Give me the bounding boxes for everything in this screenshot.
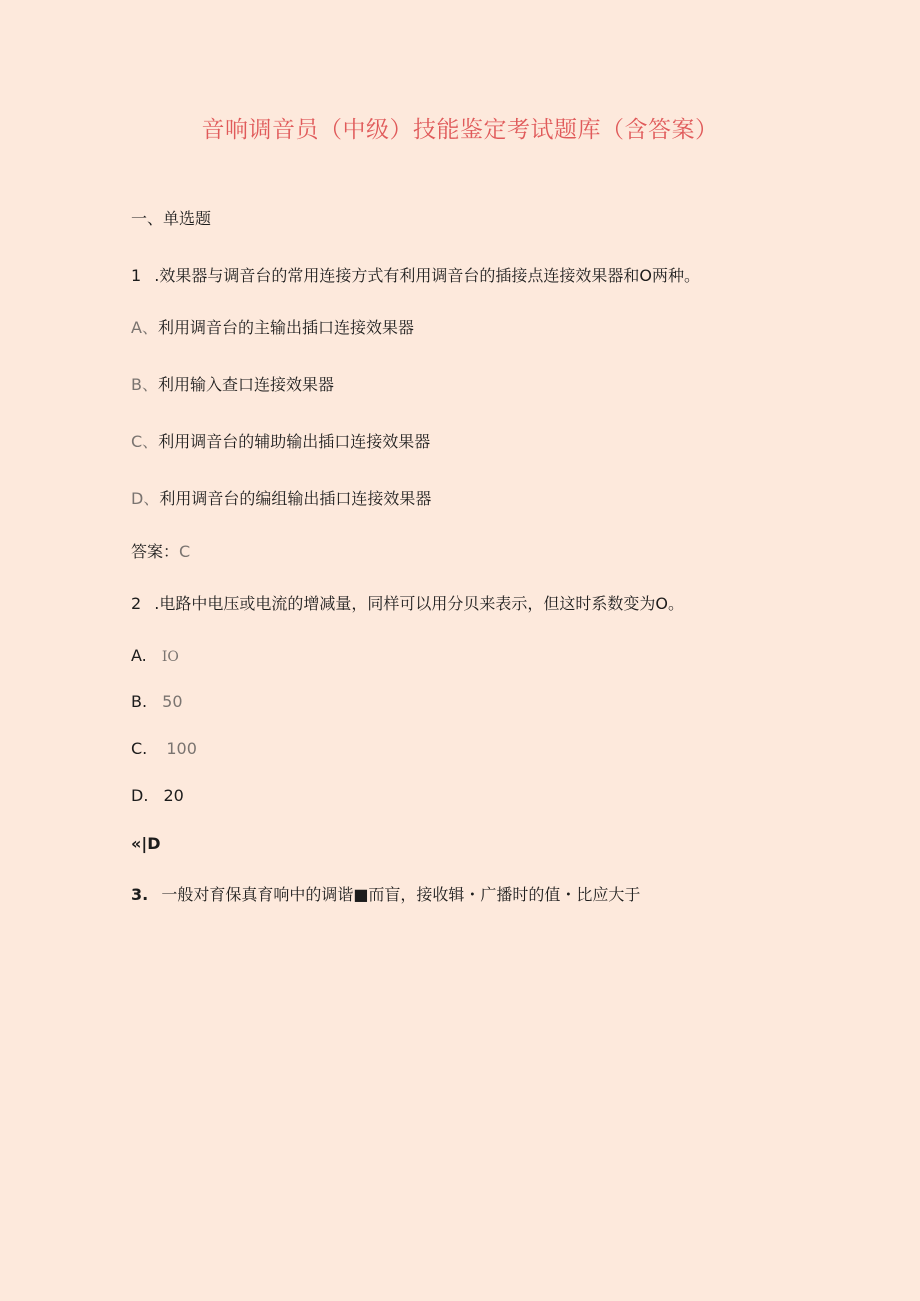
option-letter: D、 [131, 489, 160, 508]
question-1-option-b [131, 373, 334, 397]
question-number: 3. [131, 885, 149, 904]
question-stem: 一般对育保真育响中的调谐■而盲，接收辑・广播时的值・比应大于 [161, 885, 641, 904]
option-letter: B、 [131, 375, 158, 394]
document-title: 音响调音员（中级）技能鉴定考试题库（含答案） [201, 117, 719, 143]
question-number: 2 [131, 594, 142, 613]
question-1-option-c [131, 430, 430, 454]
question-1-option-d [131, 487, 431, 511]
answer-value: D [147, 834, 161, 853]
option-letter: C、 [131, 432, 159, 451]
question-3 [131, 883, 640, 907]
answer-label: «| [131, 834, 148, 853]
question-2-option-d [131, 784, 184, 808]
option-letter: D. [131, 786, 149, 805]
option-text: 利用调音台的辅助输出插口连接效果器 [158, 432, 431, 451]
option-text: 20 [163, 786, 184, 805]
option-letter: A. [131, 646, 147, 665]
option-text: 100 [166, 739, 197, 758]
option-text: 利用调音台的编组输出插口连接效果器 [159, 489, 432, 508]
option-text: IO [161, 649, 179, 665]
question-2-answer [131, 832, 160, 856]
question-2-option-b [131, 690, 183, 714]
option-letter: C. [131, 739, 148, 758]
option-letter: A、 [131, 318, 158, 337]
question-2 [131, 592, 684, 616]
option-letter: B. [131, 692, 148, 711]
question-1-option-a [131, 316, 414, 340]
question-stem: .效果器与调音台的常用连接方式有利用调音台的插接点连接效果器和O两种。 [154, 266, 700, 285]
question-stem: .电路中电压或电流的增减量，同样可以用分贝来表示，但这时系数变为O。 [154, 594, 684, 613]
answer-value: C [179, 542, 191, 561]
option-text: 利用调音台的主输出插口连接效果器 [157, 318, 414, 337]
question-1 [131, 264, 700, 288]
question-2-option-a [131, 644, 179, 669]
question-2-option-c [131, 737, 197, 761]
question-1-answer [131, 540, 190, 564]
answer-label: 答案： [131, 542, 180, 561]
option-text: 50 [162, 692, 183, 711]
option-text: 利用输入查口连接效果器 [157, 375, 334, 394]
section-heading: 一、单选题 [131, 209, 212, 228]
question-number: 1 [131, 266, 142, 285]
